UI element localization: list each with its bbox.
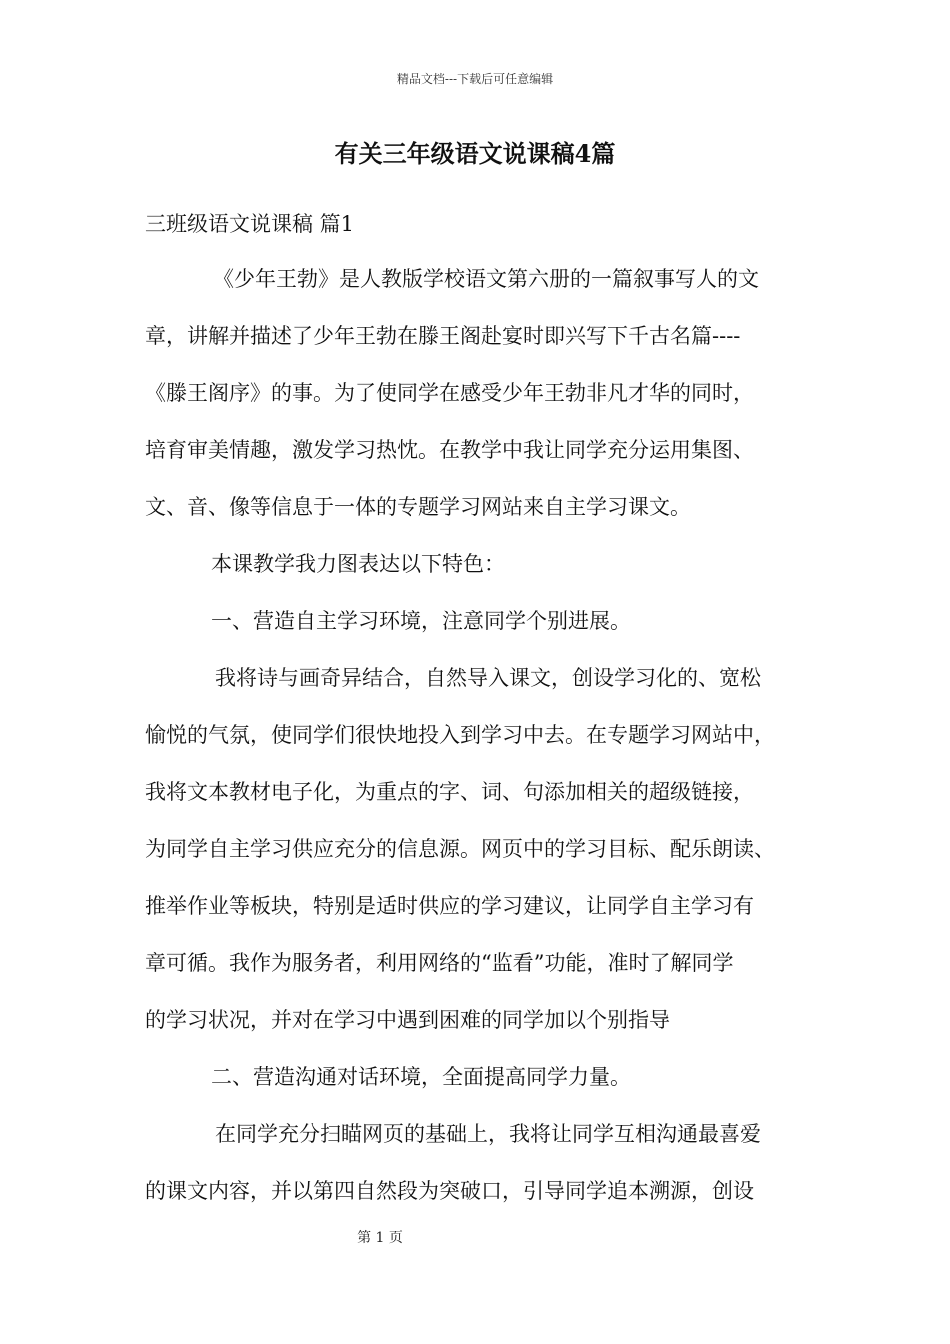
body-line: 为同学自主学习供应充分的信息源。网页中的学习目标、配乐朗读、 — [145, 837, 775, 861]
body-line: 文、音、像等信息于一体的专题学习网站来自主学习课文。 — [145, 495, 691, 519]
body-line: 培育审美情趣，激发学习热忱。在教学中我让同学充分运用集图、 — [145, 438, 754, 462]
page-header: 精品文档---下载后可任意编辑 — [396, 72, 554, 86]
body-line: 二、营造沟通对话环境，全面提高同学力量。 — [211, 1065, 631, 1089]
body-line: 我将文本教材电子化，为重点的字、词、句添加相关的超级链接， — [145, 780, 754, 804]
body-line: 章可循。我作为服务者，利用网络的“监看”功能，准时了解同学 — [145, 951, 734, 975]
document-title: 有关三年级语文说课稿4篇 — [334, 139, 616, 168]
body-line: 《滕王阁序》的事。为了使同学在感受少年王勃非凡才华的同时， — [145, 381, 754, 405]
body-line: 章，讲解并描述了少年王勃在滕王阁赴宴时即兴写下千古名篇---- — [145, 324, 741, 348]
body-line: 我将诗与画奇异结合，自然导入课文，创设学习化的、宽松 — [215, 666, 761, 690]
body-line: 愉悦的气氛，使同学们很快地投入到学习中去。在专题学习网站中， — [145, 723, 775, 747]
body-line: 本课教学我力图表达以下特色： — [211, 552, 505, 576]
section-heading: 三班级语文说课稿 篇1 — [145, 212, 355, 236]
body-line: 的课文内容，并以第四自然段为突破口，引导同学追本溯源，创设 — [145, 1179, 754, 1203]
body-line: 的学习状况，并对在学习中遇到困难的同学加以个别指导 — [145, 1008, 670, 1032]
body-line: 《少年王勃》是人教版学校语文第六册的一篇叙事写人的文 — [213, 267, 759, 291]
body-line: 在同学充分扫瞄网页的基础上，我将让同学互相沟通最喜爱 — [215, 1122, 761, 1146]
body-line: 推举作业等板块，特别是适时供应的学习建议，让同学自主学习有 — [145, 894, 754, 918]
page-number: 第 1 页 — [357, 1230, 403, 1246]
body-line: 一、营造自主学习环境，注意同学个别进展。 — [211, 609, 631, 633]
